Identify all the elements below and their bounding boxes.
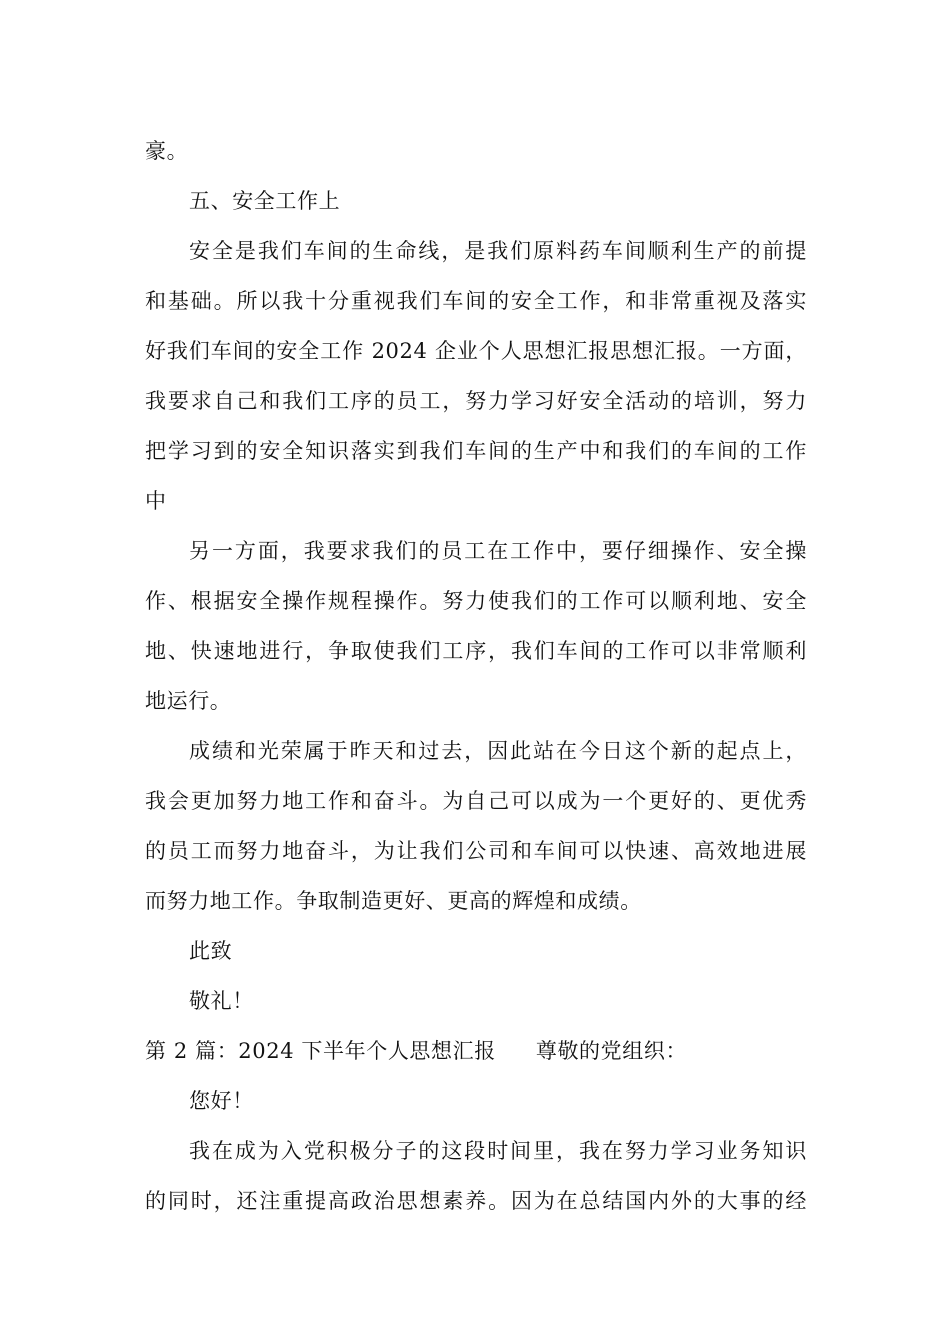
document-page bbox=[145, 126, 807, 1226]
section-heading-safety: 五、安全工作上 bbox=[189, 189, 341, 213]
text-line: 成绩和光荣属于昨天和过去，因此站在今日这个新的起点上， bbox=[189, 739, 807, 763]
text-line: 安全是我们车间的生命线，是我们原料药车间顺利生产的前提 bbox=[189, 239, 807, 263]
section-heading bbox=[145, 1026, 807, 1076]
text-line: 的员工而努力地奋斗，为让我们公司和车间可以快速、高效地进展 bbox=[145, 839, 807, 863]
text-line: 和基础。所以我十分重视我们车间的安全工作，和非常重视及落实 bbox=[145, 289, 807, 313]
text-line: 的同时，还注重提高政治思想素养。因为在总结国内外的大事的经 bbox=[145, 1189, 807, 1213]
greeting-line: 您好！ bbox=[189, 1089, 254, 1113]
closing-salute: 敬礼！ bbox=[189, 989, 254, 1013]
salutation: 尊敬的党组织： bbox=[535, 1039, 688, 1063]
text-line: 而努力地工作。争取制造更好、更高的辉煌和成绩。 bbox=[145, 889, 642, 913]
text-line: 地、快速地进行，争取使我们工序，我们车间的工作可以非常顺利 bbox=[145, 639, 807, 663]
text-line: 把学习到的安全知识落实到我们车间的生产中和我们的车间的工作 bbox=[145, 439, 807, 463]
text-line: 地运行。 bbox=[145, 689, 232, 713]
text-line: 作、根据安全操作规程操作。努力使我们的工作可以顺利地、安全 bbox=[145, 589, 807, 613]
text-line: 好我们车间的安全工作 2024 企业个人思想汇报思想汇报。一方面， bbox=[145, 339, 807, 363]
text-line: 中 bbox=[145, 489, 167, 513]
closing-line: 此致 bbox=[189, 939, 233, 963]
text-line: 豪。 bbox=[145, 139, 189, 163]
text-line: 另一方面，我要求我们的员工在工作中，要仔细操作、安全操 bbox=[189, 539, 807, 563]
text-line: 我要求自己和我们工序的员工，努力学习好安全活动的培训，努力 bbox=[145, 389, 807, 413]
section-title: 第 2 篇：2024 下半年个人思想汇报 bbox=[145, 1039, 496, 1063]
text-line: 我会更加努力地工作和奋斗。为自己可以成为一个更好的、更优秀 bbox=[145, 789, 807, 813]
text-line: 我在成为入党积极分子的这段时间里，我在努力学习业务知识 bbox=[189, 1139, 807, 1163]
